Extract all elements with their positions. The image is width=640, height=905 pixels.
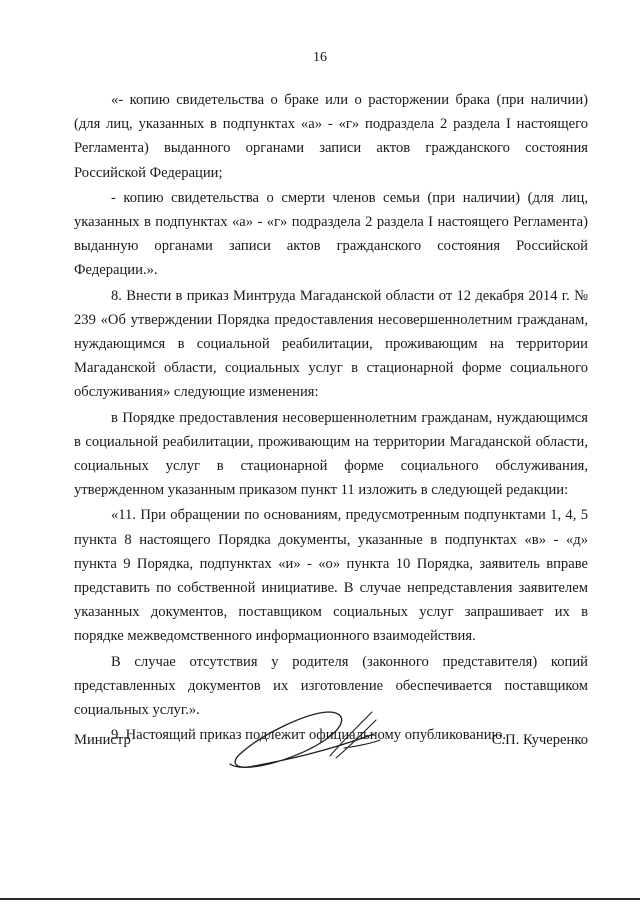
page-number: 16: [313, 50, 327, 65]
paragraph-5: «11. При обращении по основаниям, предусмотренным подпунктами 1, 4, 5 пункта 8 настоящего Порядка документы, указанные в подпунктах «в» - «д» пункта 9 Порядка, подпунктах «и» - «о» пункта 10 Порядка, заявитель вправе представить по собственной инициативе. В случае непредставления заявителем указанных документов, поставщиком социальных услуг запрашивает их в порядке межведомственного информационного взаимодействия.: [74, 507, 588, 645]
signatory-name: С.П. Кучеренко: [491, 732, 588, 748]
paragraph-4: в Порядке предоставления несовершеннолетним гражданам, нуждающимся в социальной реабилитации, проживающим на территории Магаданской области, социальных услуг в стационарной форме социального обслуживания, утвержденном указанным приказом пункт 11 изложить в следующей редакции:: [74, 409, 588, 499]
paragraph-3: 8. Внести в приказ Минтруда Магаданской области от 12 декабря 2014 г. № 239 «Об утверждении Порядка предоставления несовершеннолетним гражданам, нуждающимся в социальной реабилитации, проживающим на территории Магаданской области, социальных услуг в стационарной форме социального обслуживания» следующие изменения:: [74, 287, 588, 401]
paragraph-1: «- копию свидетельства о браке или о расторжении брака (при наличии) (для лиц, указанных в подпунктах «а» - «г» подраздела 2 раздела I настоящего Регламента) выданного органами записи актов гражданского состояния Российской Федерации;: [74, 92, 588, 181]
paragraph-2: - копию свидетельства о смерти членов семьи (при наличии) (для лиц, указанных в подпунктах «а» - «г» подраздела 2 раздела I настоящего Регламента) выданную органами записи актов гражданского состояния Российской Федерации.».: [74, 189, 588, 279]
document-body: [74, 88, 588, 748]
handwritten-signature: [224, 700, 384, 780]
paragraph-7: 9. Настоящий приказ подлежит официальному опубликованию.: [111, 727, 507, 744]
signature-block: [74, 700, 588, 790]
signatory-title: Министр: [74, 732, 131, 748]
bottom-edge-line: [0, 898, 640, 900]
paragraph-6: В случае отсутствия у родителя (законного представителя) копий представленных документов их изготовление обеспечивается поставщиком социальных услуг.».: [74, 653, 588, 719]
